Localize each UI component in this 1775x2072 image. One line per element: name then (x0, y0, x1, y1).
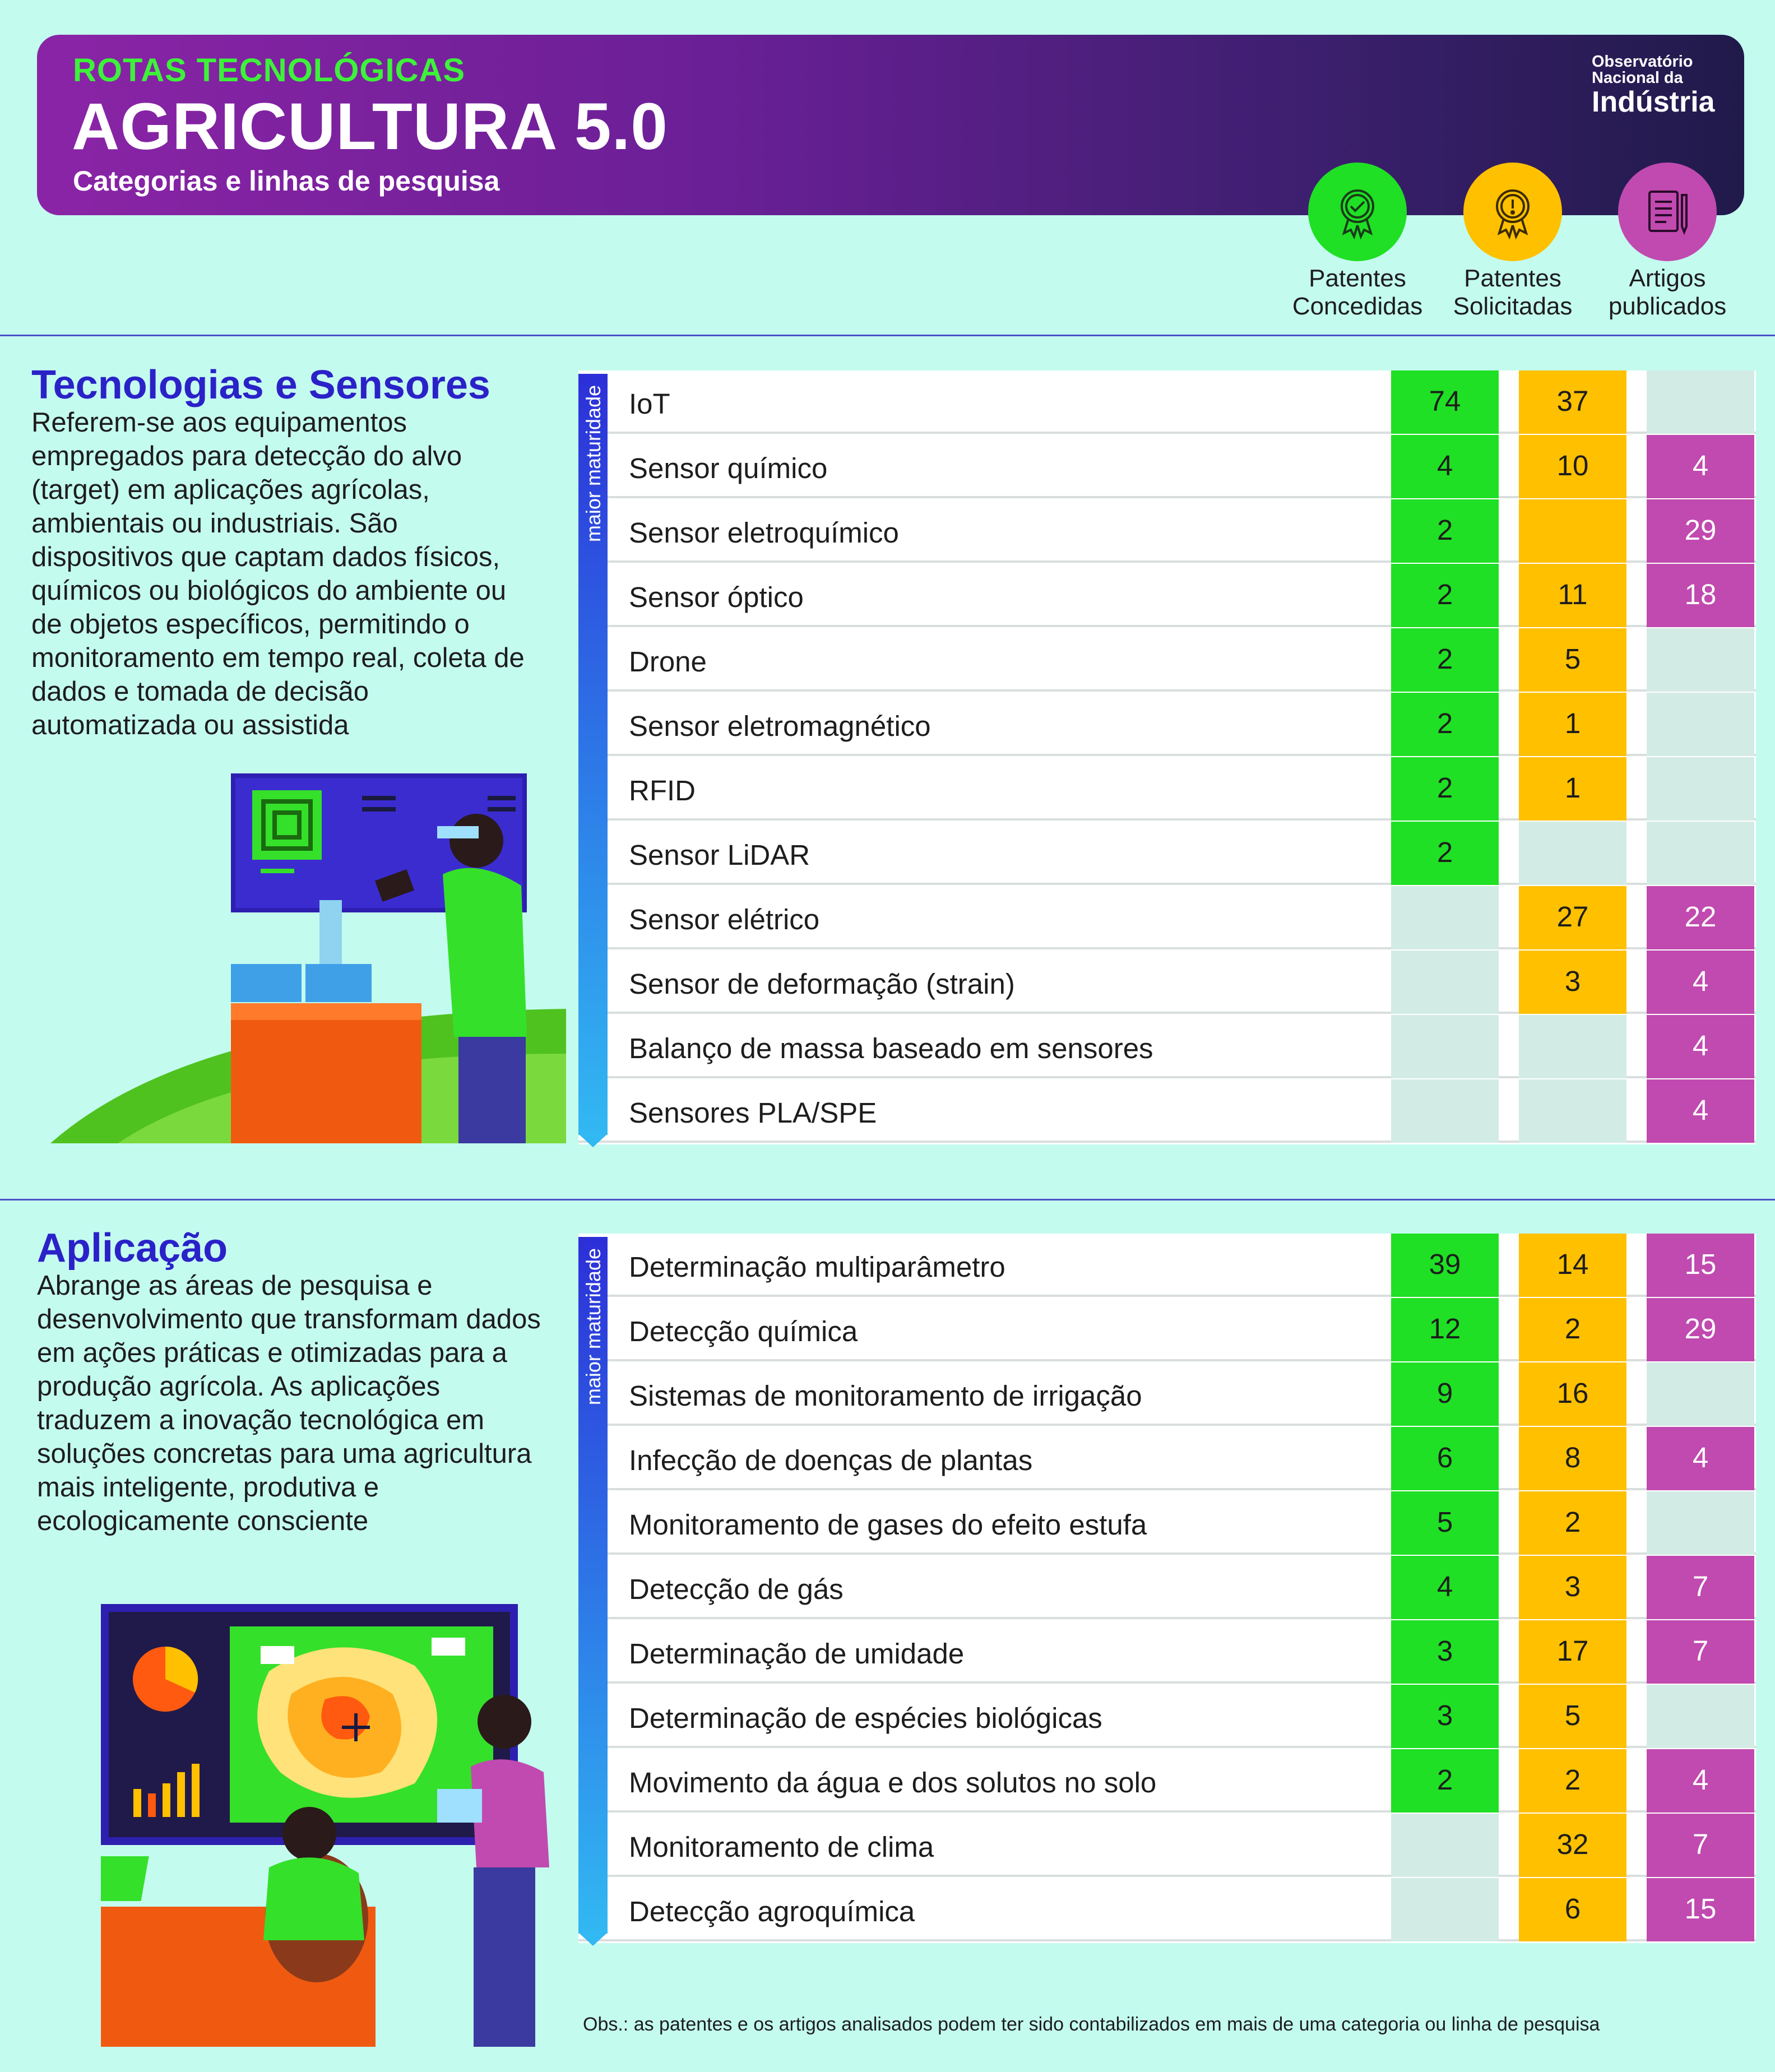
cell-patentes-concedidas: 12 (1391, 1298, 1499, 1361)
row-label: Drone (629, 646, 707, 678)
page-title: AGRICULTURA 5.0 (72, 90, 668, 164)
table-row (578, 1079, 1756, 1143)
cell-patentes-solicitadas (1519, 499, 1626, 563)
row-label: Detecção química (629, 1315, 858, 1347)
cell-patentes-solicitadas: 1 (1519, 693, 1626, 756)
row-label: IoT (629, 388, 670, 420)
cell-patentes-solicitadas: 14 (1519, 1234, 1626, 1297)
cell-artigos-publicados: 29 (1647, 499, 1754, 563)
table-row (578, 822, 1756, 885)
cell-artigos-publicados: 4 (1647, 435, 1754, 498)
cell-patentes-concedidas: 74 (1391, 370, 1499, 434)
award-check-icon (1308, 163, 1407, 261)
cell-patentes-concedidas: 3 (1391, 1620, 1499, 1684)
cell-patentes-solicitadas (1519, 1015, 1626, 1078)
cell-patentes-concedidas: 2 (1391, 628, 1499, 692)
cell-patentes-concedidas: 2 (1391, 499, 1499, 563)
row-label: Balanço de massa baseado em sensores (629, 1032, 1153, 1064)
lab-scientist-illustration (50, 773, 566, 1143)
cell-patentes-solicitadas: 5 (1519, 628, 1626, 692)
cell-patentes-solicitadas: 37 (1519, 370, 1626, 434)
legend-artigos-publicados (1592, 163, 1743, 321)
maturity-label: maior maturidade (582, 385, 605, 543)
field-monitoring-illustration (101, 1604, 560, 2047)
cell-patentes-solicitadas: 27 (1519, 886, 1626, 949)
table-tech-sensors (578, 370, 1756, 1144)
table-row (578, 1234, 1756, 1297)
cell-patentes-concedidas: 2 (1391, 822, 1499, 885)
row-label: Monitoramento de clima (629, 1831, 934, 1863)
divider-top (0, 335, 1775, 336)
cell-patentes-concedidas (1391, 1079, 1499, 1143)
table-row (578, 1556, 1756, 1619)
table-row (578, 1427, 1756, 1490)
maturity-label: maior maturidade (582, 1248, 605, 1406)
page-subtitle: Categorias e linhas de pesquisa (73, 165, 500, 197)
table-row (578, 1749, 1756, 1813)
cell-patentes-solicitadas: 10 (1519, 435, 1626, 498)
maturity-arrow-icon (578, 1134, 608, 1147)
table-row (578, 1620, 1756, 1684)
row-label: Monitoramento de gases do efeito estufa (629, 1509, 1147, 1541)
cell-artigos-publicados: 29 (1647, 1298, 1754, 1361)
table-row (578, 1491, 1756, 1555)
table-row (578, 951, 1756, 1014)
row-label: Sensor eletroquímico (629, 517, 899, 549)
row-label: Sensor elétrico (629, 903, 820, 935)
cell-artigos-publicados: 7 (1647, 1620, 1754, 1684)
table-row (578, 628, 1756, 692)
table-row (578, 499, 1756, 563)
footnote: Obs.: as patentes e os artigos analisados podem ter sido contabilizados em mais de uma categoria ou linha de pesquisa (583, 2014, 1600, 2035)
row-label: RFID (629, 775, 696, 806)
section-tech-description: Referem-se aos equipamentos empregados para detecção do alvo (target) em aplicações agrícolas, ambientais ou industriais. São dispositivos que captam dados físicos, químicos ou biológicos do ambiente ou de objetos específicos, permitindo o monitoramento em tempo real, coleta de dados e tomada de decisão automatizada ou assistida (31, 407, 525, 740)
cell-patentes-solicitadas (1519, 822, 1626, 885)
cell-patentes-solicitadas: 17 (1519, 1620, 1626, 1684)
cell-patentes-concedidas: 5 (1391, 1491, 1499, 1555)
cell-patentes-concedidas: 39 (1391, 1234, 1499, 1297)
cell-patentes-concedidas (1391, 886, 1499, 949)
brand-line-2: Nacional da (1592, 69, 1683, 87)
cell-artigos-publicados: 18 (1647, 564, 1754, 627)
maturity-bar (578, 374, 608, 1135)
legend-label-line1: Patentes (1309, 265, 1406, 292)
cell-patentes-concedidas (1391, 1814, 1499, 1877)
row-label: Sensores PLA/SPE (629, 1097, 877, 1129)
table-row (578, 1298, 1756, 1361)
cell-patentes-concedidas (1391, 1015, 1499, 1078)
maturity-arrow-icon (578, 1932, 608, 1946)
cell-artigos-publicados (1647, 1685, 1754, 1748)
table-row (578, 435, 1756, 498)
header-kicker: ROTAS TECNOLÓGICAS (73, 52, 466, 89)
table-row (578, 1015, 1756, 1078)
legend-label-line1: Artigos (1629, 265, 1706, 292)
cell-patentes-concedidas: 2 (1391, 693, 1499, 756)
legend-patentes-concedidas (1282, 163, 1433, 321)
cell-artigos-publicados: 22 (1647, 886, 1754, 949)
row-label: Sensor de deformação (strain) (629, 968, 1015, 1000)
cell-patentes-concedidas: 9 (1391, 1362, 1499, 1426)
cell-artigos-publicados (1647, 1491, 1754, 1555)
legend-label-line2: Concedidas (1292, 293, 1423, 320)
cell-patentes-solicitadas: 5 (1519, 1685, 1626, 1748)
cell-artigos-publicados: 4 (1647, 1015, 1754, 1078)
row-label: Determinação de umidade (629, 1638, 965, 1670)
cell-artigos-publicados: 4 (1647, 1749, 1754, 1813)
cell-patentes-concedidas: 4 (1391, 435, 1499, 498)
cell-patentes-concedidas: 2 (1391, 757, 1499, 821)
row-label: Determinação de espécies biológicas (629, 1702, 1102, 1734)
cell-patentes-concedidas (1391, 951, 1499, 1014)
row-label: Sensor eletromagnético (629, 710, 931, 742)
cell-artigos-publicados: 15 (1647, 1234, 1754, 1297)
table-row (578, 886, 1756, 949)
brand-line-1: Observatório (1592, 53, 1693, 71)
cell-artigos-publicados (1647, 822, 1754, 885)
cell-patentes-concedidas: 2 (1391, 1749, 1499, 1813)
cell-patentes-solicitadas: 3 (1519, 951, 1626, 1014)
cell-patentes-solicitadas: 16 (1519, 1362, 1626, 1426)
cell-artigos-publicados: 15 (1647, 1878, 1754, 1941)
row-label: Sensor LiDAR (629, 839, 810, 871)
cell-patentes-solicitadas: 8 (1519, 1427, 1626, 1490)
cell-artigos-publicados: 7 (1647, 1556, 1754, 1619)
row-label: Infecção de doenças de plantas (629, 1444, 1033, 1476)
row-label: Detecção de gás (629, 1573, 844, 1605)
table-row (578, 564, 1756, 627)
legend-label-line2: Solicitadas (1453, 293, 1573, 320)
cell-patentes-solicitadas: 2 (1519, 1749, 1626, 1813)
table-aplicacao (578, 1234, 1756, 1943)
cell-artigos-publicados: 4 (1647, 1079, 1754, 1143)
cell-patentes-solicitadas (1519, 1079, 1626, 1143)
cell-patentes-concedidas: 6 (1391, 1427, 1499, 1490)
maturity-bar (578, 1237, 608, 1934)
document-pen-icon (1618, 163, 1717, 261)
award-alert-icon (1463, 163, 1562, 261)
cell-patentes-solicitadas: 3 (1519, 1556, 1626, 1619)
row-label: Sistemas de monitoramento de irrigação (629, 1380, 1142, 1412)
divider-middle (0, 1199, 1775, 1200)
row-label: Detecção agroquímica (629, 1895, 915, 1927)
table-row (578, 1362, 1756, 1426)
row-label: Sensor químico (629, 452, 828, 484)
legend-patentes-solicitadas (1437, 163, 1588, 321)
section-app-title: Aplicação (37, 1226, 228, 1271)
cell-artigos-publicados: 7 (1647, 1814, 1754, 1877)
table-row (578, 370, 1756, 434)
cell-patentes-concedidas (1391, 1878, 1499, 1941)
table-row (578, 1878, 1756, 1941)
row-label: Movimento da água e dos solutos no solo (629, 1767, 1157, 1798)
table-row (578, 1814, 1756, 1877)
cell-artigos-publicados (1647, 693, 1754, 756)
cell-patentes-solicitadas: 1 (1519, 757, 1626, 821)
cell-patentes-concedidas: 2 (1391, 564, 1499, 627)
row-label: Sensor óptico (629, 581, 804, 613)
section-app-description: Abrange as áreas de pesquisa e desenvolvimento que transformam dados em ações práticas e otimizadas para a produção agrícola. As aplicações traduzem a inovação tecnológica em soluções concretas para uma agricultura mais inteligente, produtiva e ecologicamente consciente (37, 1271, 541, 1536)
legend-label-line1: Patentes (1464, 265, 1561, 292)
cell-artigos-publicados (1647, 757, 1754, 821)
cell-artigos-publicados (1647, 628, 1754, 692)
table-row (578, 693, 1756, 756)
cell-patentes-solicitadas: 32 (1519, 1814, 1626, 1877)
brand-logo (1592, 54, 1721, 117)
cell-patentes-solicitadas: 2 (1519, 1298, 1626, 1361)
cell-patentes-concedidas: 4 (1391, 1556, 1499, 1619)
section-tech-title: Tecnologias e Sensores (31, 363, 490, 407)
table-row (578, 757, 1756, 821)
table-row (578, 1685, 1756, 1748)
cell-patentes-solicitadas: 6 (1519, 1878, 1626, 1941)
cell-patentes-solicitadas: 11 (1519, 564, 1626, 627)
cell-artigos-publicados (1647, 370, 1754, 434)
cell-patentes-concedidas: 3 (1391, 1685, 1499, 1748)
cell-artigos-publicados: 4 (1647, 1427, 1754, 1490)
cell-artigos-publicados: 4 (1647, 951, 1754, 1014)
row-label: Determinação multiparâmetro (629, 1251, 1005, 1283)
cell-patentes-solicitadas: 2 (1519, 1491, 1626, 1555)
brand-line-3: Indústria (1592, 86, 1715, 118)
cell-artigos-publicados (1647, 1362, 1754, 1426)
legend-label-line2: publicados (1608, 293, 1727, 320)
